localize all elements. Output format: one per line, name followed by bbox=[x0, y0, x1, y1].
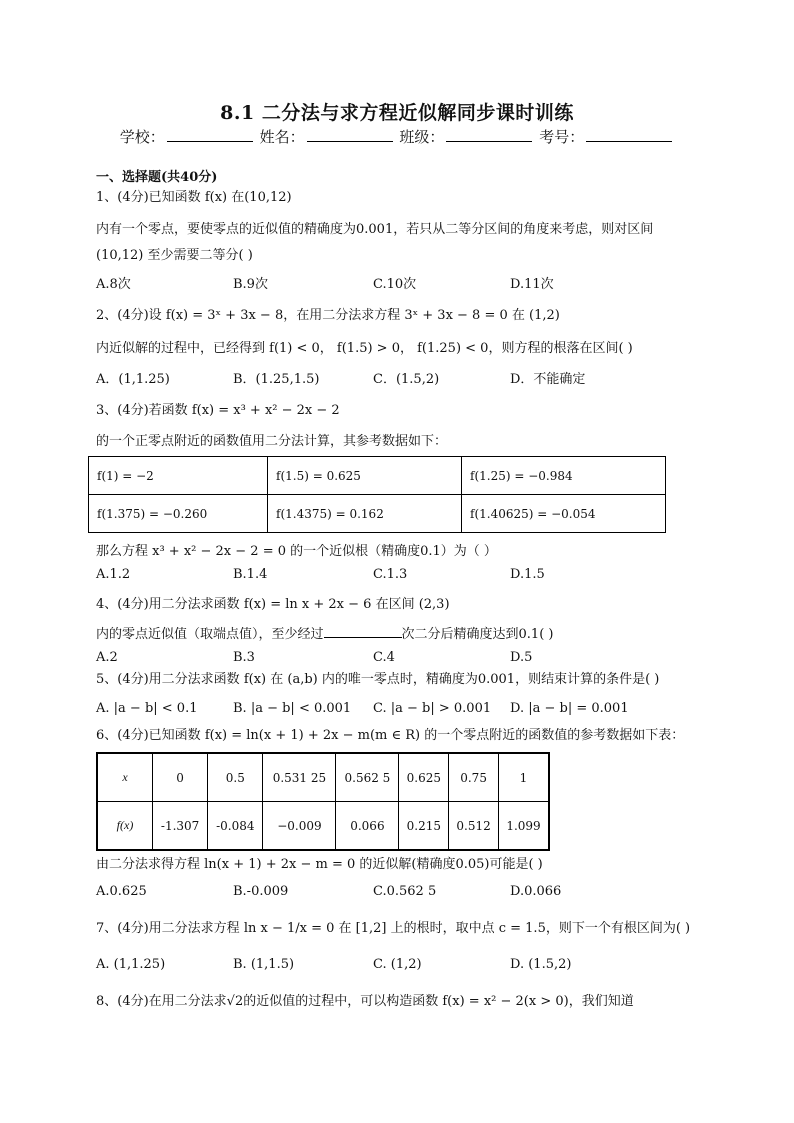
q4-option-d[interactable]: D.5 bbox=[510, 650, 533, 665]
table-row bbox=[89, 495, 666, 533]
table-row bbox=[97, 753, 549, 802]
q3-stem-line3: 那么方程 x³ + x² − 2x − 2 = 0 的一个近似根（精确度0.1）为（ ） bbox=[96, 544, 497, 559]
q5-option-a[interactable]: A. |a − b| < 0.1 bbox=[96, 701, 198, 716]
q2-option-b[interactable]: B．(1.25,1.5) bbox=[233, 372, 320, 387]
table-cell: f(1.5) = 0.625 bbox=[268, 457, 462, 495]
q7-option-b[interactable]: B. (1,1.5) bbox=[233, 957, 295, 972]
table-cell: 0.531 25 bbox=[263, 753, 336, 802]
q6-option-b[interactable]: B.-0.009 bbox=[233, 884, 289, 899]
table-cell: x bbox=[97, 753, 153, 802]
table-cell: -0.084 bbox=[208, 802, 263, 851]
table-cell: 0 bbox=[153, 753, 208, 802]
q4-stem-text-b: 次二分后精确度达到0.1( ) bbox=[401, 627, 554, 642]
q3-option-b[interactable]: B.1.4 bbox=[233, 567, 268, 582]
q6-stem-line2: 由二分法求得方程 ln(x + 1) + 2x − m = 0 的近似解(精确度0.05)可能是( ) bbox=[96, 857, 543, 872]
table-cell: 0.512 bbox=[449, 802, 499, 851]
table-cell: f(x) bbox=[97, 802, 153, 851]
table-row bbox=[97, 802, 549, 851]
school-label: 学校： bbox=[119, 128, 165, 146]
number-label: 考号： bbox=[539, 128, 585, 146]
table-row bbox=[89, 457, 666, 495]
q5-option-c[interactable]: C. |a − b| > 0.001 bbox=[373, 701, 492, 716]
class-label: 班级： bbox=[399, 128, 445, 146]
q6-option-c[interactable]: C.0.562 5 bbox=[373, 884, 437, 899]
q4-stem-line1: 4、(4分)用二分法求函数 f(x) = ln x + 2x − 6 在区间 (2,3) bbox=[96, 597, 450, 612]
table-cell: 0.215 bbox=[399, 802, 449, 851]
q7-option-d[interactable]: D. (1.5,2) bbox=[510, 957, 572, 972]
school-blank[interactable] bbox=[167, 127, 253, 142]
q4-stem-text-a: 内的零点近似值（取端点值），至少经过 bbox=[96, 627, 324, 642]
q5-option-b[interactable]: B. |a − b| < 0.001 bbox=[233, 701, 352, 716]
q4-stem-line2 bbox=[96, 623, 553, 642]
q1-stem-line1: 1、(4分)已知函数 f(x) 在(10,12) bbox=[96, 190, 292, 205]
q3-data-table bbox=[88, 456, 666, 533]
q6-stem-line1: 6、(4分)已知函数 f(x) = ln(x + 1) + 2x − m(m ∈ R) 的一个零点附近的函数值的参考数据如下表： bbox=[96, 728, 685, 743]
q4-answer-blank[interactable] bbox=[324, 625, 402, 638]
q1-option-c[interactable]: C.10次 bbox=[373, 277, 417, 292]
q6-data-table bbox=[96, 752, 550, 851]
q1-option-b[interactable]: B.9次 bbox=[233, 277, 268, 292]
q1-option-a[interactable]: A.8次 bbox=[96, 277, 131, 292]
q1-option-d[interactable]: D.11次 bbox=[510, 277, 554, 292]
table-cell: f(1.40625) = −0.054 bbox=[462, 495, 666, 533]
name-label: 姓名： bbox=[259, 128, 305, 146]
q2-option-a[interactable]: A．(1,1.25) bbox=[96, 372, 170, 387]
q3-stem-line1: 3、(4分)若函数 f(x) = x³ + x² − 2x − 2 bbox=[96, 403, 340, 418]
q4-option-c[interactable]: C.4 bbox=[373, 650, 395, 665]
q1-stem-line3: (10,12) 至少需要二等分( ) bbox=[96, 248, 253, 263]
table-cell: 0.625 bbox=[399, 753, 449, 802]
student-info-line bbox=[0, 126, 794, 147]
q5-stem-line1: 5、(4分)用二分法求函数 f(x) 在 (a,b) 内的唯一零点时，精确度为0.001，则结束计算的条件是( ) bbox=[96, 672, 660, 687]
q5-option-d[interactable]: D. |a − b| = 0.001 bbox=[510, 701, 629, 716]
table-cell: 0.75 bbox=[449, 753, 499, 802]
q4-option-a[interactable]: A.2 bbox=[96, 650, 118, 665]
q3-stem-line2: 的一个正零点附近的函数值用二分法计算，其参考数据如下： bbox=[96, 434, 448, 449]
table-cell: −0.009 bbox=[263, 802, 336, 851]
q7-stem-line1: 7、(4分)用二分法求方程 ln x − 1/x = 0 在 [1,2] 上的根时，取中点 c = 1.5，则下一个有根区间为( ) bbox=[96, 921, 691, 936]
q7-option-c[interactable]: C. (1,2) bbox=[373, 957, 422, 972]
q3-option-d[interactable]: D.1.5 bbox=[510, 567, 545, 582]
q4-option-b[interactable]: B.3 bbox=[233, 650, 255, 665]
q6-option-a[interactable]: A.0.625 bbox=[96, 884, 147, 899]
class-blank[interactable] bbox=[446, 127, 532, 142]
number-blank[interactable] bbox=[586, 127, 672, 142]
table-cell: f(1.25) = −0.984 bbox=[462, 457, 666, 495]
table-cell: 0.5 bbox=[208, 753, 263, 802]
table-cell: f(1.4375) = 0.162 bbox=[268, 495, 462, 533]
q3-option-a[interactable]: A.1.2 bbox=[96, 567, 131, 582]
q2-option-d[interactable]: D．不能确定 bbox=[510, 372, 586, 387]
q2-option-c[interactable]: C．(1.5,2) bbox=[373, 372, 440, 387]
q1-stem-line2: 内有一个零点，要使零点的近似值的精确度为0.001，若只从二等分区间的角度来考虑，则对区间 bbox=[96, 222, 654, 237]
name-blank[interactable] bbox=[307, 127, 393, 142]
q6-option-d[interactable]: D.0.066 bbox=[510, 884, 562, 899]
q8-stem-line1: 8、(4分)在用二分法求√2的近似值的过程中，可以构造函数 f(x) = x² − 2(x > 0)，我们知道 bbox=[96, 994, 634, 1009]
q2-stem-line1: 2、(4分)设 f(x) = 3ˣ + 3x − 8，在用二分法求方程 3ˣ + 3x − 8 = 0 在 (1,2) bbox=[96, 308, 560, 323]
section-heading: 一、选择题(共40分) bbox=[96, 170, 218, 185]
q7-option-a[interactable]: A. (1,1.25) bbox=[96, 957, 166, 972]
page-title: 8.1 二分法与求方程近似解同步课时训练 bbox=[220, 102, 574, 124]
table-cell: 0.066 bbox=[336, 802, 399, 851]
table-cell: 1.099 bbox=[499, 802, 550, 851]
table-cell: 1 bbox=[499, 753, 550, 802]
table-cell: f(1) = −2 bbox=[89, 457, 268, 495]
table-cell: -1.307 bbox=[153, 802, 208, 851]
q2-stem-line2: 内近似解的过程中，已经得到 f(1) < 0， f(1.5) > 0， f(1.25) < 0，则方程的根落在区间( ) bbox=[96, 341, 633, 356]
table-cell: f(1.375) = −0.260 bbox=[89, 495, 268, 533]
q3-option-c[interactable]: C.1.3 bbox=[373, 567, 408, 582]
table-cell: 0.562 5 bbox=[336, 753, 399, 802]
